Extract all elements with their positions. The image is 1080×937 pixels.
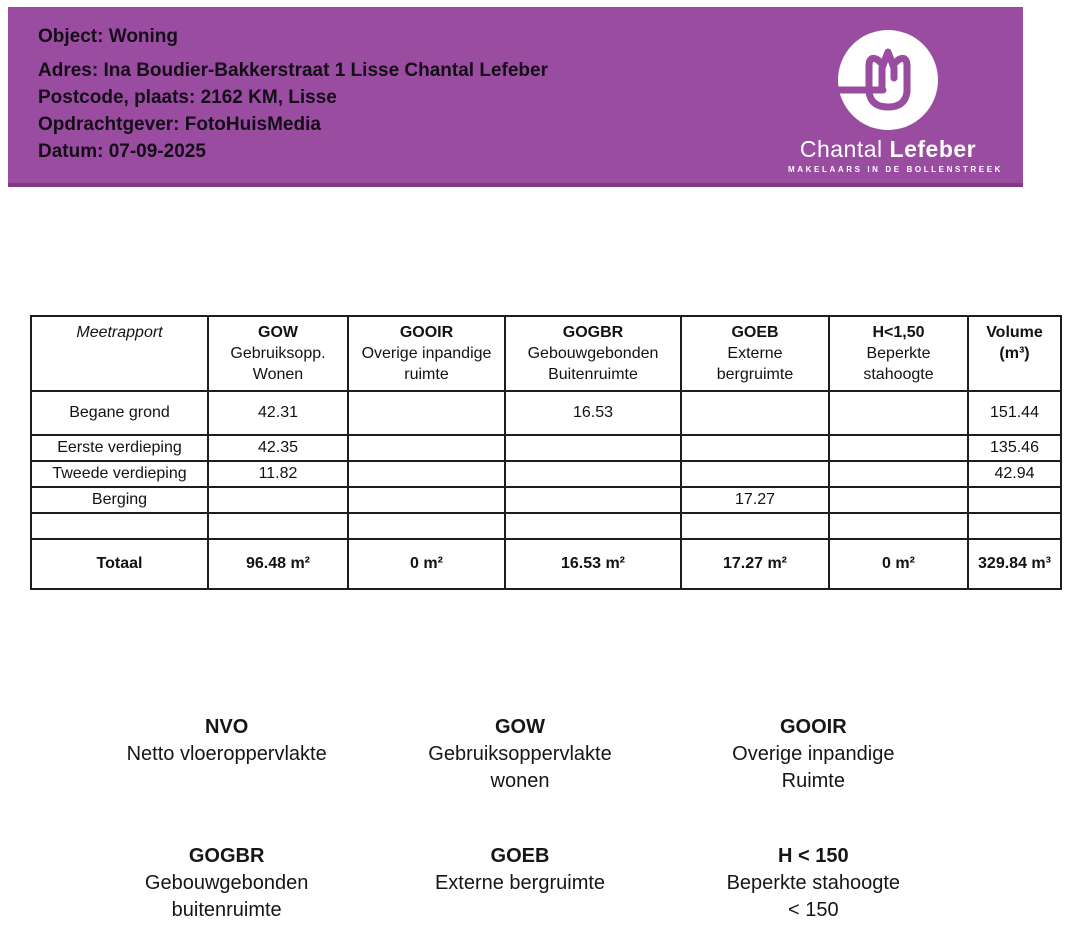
row-label: Berging <box>31 487 208 513</box>
table-corner-label: Meetrapport <box>31 316 208 391</box>
cell-value <box>968 513 1061 539</box>
cell-value: 42.35 <box>208 435 348 461</box>
total-value: 96.48 m² <box>208 539 348 589</box>
cell-value <box>829 435 968 461</box>
brand-name <box>788 136 988 162</box>
legend-item-gow: GOW Gebruiksoppervlakte wonen <box>428 716 612 792</box>
cell-value <box>505 487 681 513</box>
legend-item-gogbr: GOGBR Gebouwgebonden buitenruimte <box>144 845 309 921</box>
legend-item-gooir: GOOIR Overige inpandige Ruimte <box>732 716 895 792</box>
legend-row-2 <box>80 843 960 924</box>
cell-value <box>681 391 829 435</box>
cell-value <box>829 513 968 539</box>
brand-tagline: MAKELAARS IN DE BOLLENSTREEK <box>788 165 1004 174</box>
cell-value: 151.44 <box>968 391 1061 435</box>
cell-value: 16.53 <box>505 391 681 435</box>
table-total-row <box>31 539 1061 589</box>
brand-first-name: Chantal <box>799 136 883 162</box>
table-row <box>31 435 1061 461</box>
object-line: Object: Woning <box>38 26 179 47</box>
column-header-gow: GOW Gebruiksopp. Wonen <box>208 316 348 391</box>
total-label: Totaal <box>31 539 208 589</box>
cell-value <box>348 487 505 513</box>
table-row-empty <box>31 513 1061 539</box>
cell-value <box>829 391 968 435</box>
cell-value <box>348 461 505 487</box>
brand-last-name: Lefeber <box>889 136 977 162</box>
cell-value <box>505 461 681 487</box>
row-label <box>31 513 208 539</box>
property-info <box>38 23 548 165</box>
total-value: 329.84 m³ <box>968 539 1061 589</box>
cell-value <box>348 513 505 539</box>
company-logo <box>788 30 1004 175</box>
table-row <box>31 391 1061 435</box>
postcode-line: Postcode, plaats: 2162 KM, Lisse <box>38 87 337 108</box>
cell-value <box>829 461 968 487</box>
table-row <box>31 461 1061 487</box>
cell-value <box>681 435 829 461</box>
cell-value <box>208 487 348 513</box>
cell-value <box>681 461 829 487</box>
row-label: Tweede verdieping <box>31 461 208 487</box>
column-header-goeb: GOEB Externe bergruimte <box>681 316 829 391</box>
cell-value <box>968 487 1061 513</box>
legend-item-goeb: GOEB Externe bergruimte <box>434 845 606 894</box>
cell-value <box>505 435 681 461</box>
cell-value: 42.31 <box>208 391 348 435</box>
date-line: Datum: 07-09-2025 <box>38 141 206 162</box>
cell-value: 135.46 <box>968 435 1061 461</box>
address-line: Adres: Ina Boudier-Bakkerstraat 1 Lisse Chantal Lefeber <box>38 60 549 81</box>
cell-value <box>681 513 829 539</box>
cell-value <box>829 487 968 513</box>
measurement-table <box>30 315 1062 590</box>
cell-value: 17.27 <box>681 487 829 513</box>
column-header-h150: H<1,50 Beperkte stahoogte <box>829 316 968 391</box>
legend-item-h150: H < 150 Beperkte stahoogte < 150 <box>726 845 901 921</box>
cell-value <box>208 513 348 539</box>
cell-value <box>348 435 505 461</box>
tulip-icon <box>838 30 938 130</box>
total-value: 0 m² <box>348 539 505 589</box>
column-header-gooir: GOOIR Overige inpandige ruimte <box>348 316 505 391</box>
row-label: Begane grond <box>31 391 208 435</box>
cell-value <box>348 391 505 435</box>
column-header-gogbr: GOGBR Gebouwgebonden Buitenruimte <box>505 316 681 391</box>
row-label: Eerste verdieping <box>31 435 208 461</box>
legend-row-1 <box>80 714 960 795</box>
total-value: 17.27 m² <box>681 539 829 589</box>
cell-value: 11.82 <box>208 461 348 487</box>
total-value: 0 m² <box>829 539 968 589</box>
table-header-row <box>31 316 1061 391</box>
table-row <box>31 487 1061 513</box>
cell-value: 42.94 <box>968 461 1061 487</box>
cell-value <box>505 513 681 539</box>
column-header-volume: Volume (m³) <box>968 316 1061 391</box>
report-header-banner <box>8 7 1023 187</box>
total-value: 16.53 m² <box>505 539 681 589</box>
legend-item-nvo: NVO Netto vloeroppervlakte <box>126 716 327 765</box>
client-line: Opdrachtgever: FotoHuisMedia <box>38 114 321 135</box>
